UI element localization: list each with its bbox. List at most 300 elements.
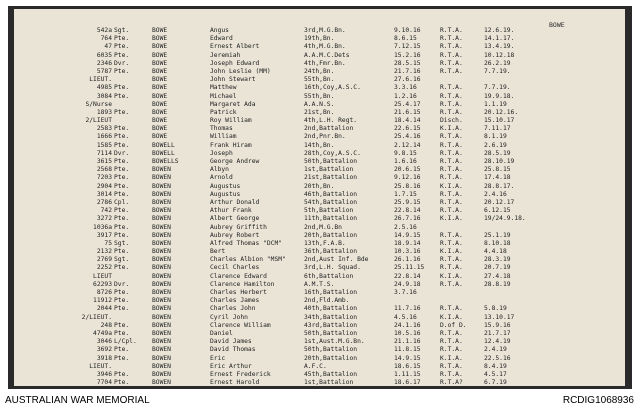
service-number-cell: LIEUT. <box>89 76 112 84</box>
service-number-cell: 4749a <box>93 329 112 337</box>
page-reference: BOWE <box>549 21 565 29</box>
enlistment-date-cell: 3.3.16 <box>394 84 417 92</box>
rank-cell: Pte. <box>114 158 130 165</box>
fate-cell: R.T.A. <box>440 264 463 272</box>
fate-cell: K.I.A. <box>440 182 463 190</box>
table-row <box>14 248 625 256</box>
enlistment-date-cell: 22.6.15 <box>394 125 421 133</box>
fate-cell: R.T.A. <box>440 92 463 100</box>
enlistment-date-cell: 8.6.15 <box>394 35 417 43</box>
unit-cell: 2nd,M.G.Bn <box>304 223 342 231</box>
enlistment-date-cell: 25.4.17 <box>394 100 421 108</box>
surname-cell: BOWEN <box>152 313 171 321</box>
service-number-cell: 3692 <box>96 346 112 354</box>
enlistment-date-cell: 20.6.15 <box>394 166 421 174</box>
unit-cell: 2nd,Battalion <box>304 125 354 133</box>
fate-cell: R.T.A. <box>440 190 463 198</box>
rank-cell: Pte. <box>114 264 130 272</box>
rank-cell: Pte. <box>114 297 130 305</box>
table-row <box>14 256 625 264</box>
enlistment-date-cell: 10.3.16 <box>394 248 421 256</box>
rank-cell: Pte. <box>114 207 130 215</box>
surname-cell: BOWEN <box>152 264 171 272</box>
rank-cell: Pte. <box>114 379 130 386</box>
table-row <box>14 297 625 305</box>
given-names-cell: Daniel <box>210 329 233 337</box>
fate-cell: R.T.A. <box>440 43 463 51</box>
fate-cell: R.T.A. <box>440 256 463 264</box>
fate-date-cell: 19/24.9.18. <box>484 215 526 223</box>
fate-cell: Disch. <box>440 117 463 125</box>
table-row <box>14 174 625 182</box>
unit-cell: 40th,Battalion <box>304 305 358 313</box>
service-number-cell: 3918 <box>96 354 112 362</box>
given-names-cell: Cyril John <box>210 313 248 321</box>
enlistment-date-cell: 21.1.16 <box>394 338 421 346</box>
fate-cell: R.T.A. <box>440 362 463 370</box>
table-row <box>14 35 625 43</box>
table-row <box>14 60 625 68</box>
rank-cell: Pte. <box>114 215 130 223</box>
fate-date-cell: 20.7.19 <box>484 264 511 272</box>
table-row <box>14 117 625 125</box>
rank-cell: Pte. <box>114 329 130 337</box>
rank-cell: Pte. <box>114 174 130 182</box>
enlistment-date-cell: 11.7.16 <box>394 305 421 313</box>
service-number-cell: 2769 <box>96 256 112 264</box>
table-row <box>14 281 625 289</box>
fate-date-cell: 8.4.19 <box>484 362 507 370</box>
surname-cell: BOWEN <box>152 198 171 206</box>
enlistment-date-cell: 25.11.15 <box>394 264 425 272</box>
surname-cell: BOWE <box>152 76 168 84</box>
table-row <box>14 133 625 141</box>
enlistment-date-cell: 1.7.15 <box>394 190 417 198</box>
unit-cell: 55th,Bn. <box>304 76 335 84</box>
enlistment-date-cell: 18.6.17 <box>394 379 421 386</box>
enlistment-date-cell: 9.10.16 <box>394 27 421 34</box>
given-names-cell: Eric Arthur <box>210 362 252 370</box>
unit-cell: 4th,Fmr.Bn. <box>304 59 346 67</box>
table-row <box>14 355 625 363</box>
table-row <box>14 207 625 215</box>
unit-cell: 54th,Battalion <box>304 198 358 206</box>
nominal-roll-list <box>14 27 625 386</box>
unit-cell: 19th,Bn. <box>304 35 335 43</box>
fate-cell: R.T.A. <box>440 67 463 75</box>
given-names-cell: Edward <box>210 35 233 43</box>
enlistment-date-cell: 2.12.14 <box>394 141 421 149</box>
unit-cell: 46th,Battalion <box>304 190 358 198</box>
table-row <box>14 52 625 60</box>
fate-cell: R.T.A. <box>440 305 463 313</box>
table-row <box>14 322 625 330</box>
given-names-cell: Arnold <box>210 174 233 182</box>
table-row <box>14 166 625 174</box>
table-row <box>14 338 625 346</box>
fate-date-cell: 6.12.15 <box>484 207 511 215</box>
fate-cell: R.T.A. <box>440 174 463 182</box>
unit-cell: 55th,Bn. <box>304 92 335 100</box>
enlistment-date-cell: 28.5.15 <box>394 59 421 67</box>
surname-cell: BOWE <box>152 43 168 51</box>
document-page <box>14 9 625 386</box>
given-names-cell: Athur Frank <box>210 207 252 215</box>
table-row <box>14 346 625 354</box>
fate-cell: R.T.A. <box>440 338 463 346</box>
unit-cell: 24th,Bn. <box>304 67 335 75</box>
unit-cell: 34th,Battalion <box>304 313 358 321</box>
enlistment-date-cell: 11.8.15 <box>394 346 421 354</box>
table-row <box>14 183 625 191</box>
unit-cell: 4th,L.H. Regt. <box>304 117 358 125</box>
service-number-cell: 3615 <box>96 158 112 165</box>
unit-cell: 50th,Battalion <box>304 329 358 337</box>
fate-cell: R.T.A. <box>440 149 463 157</box>
service-number-cell: 3946 <box>96 370 112 378</box>
enlistment-date-cell: 21.6.15 <box>394 108 421 116</box>
fate-date-cell: 12.4.19 <box>484 338 511 346</box>
service-number-cell: 1036a <box>93 223 112 231</box>
service-number-cell: 7114 <box>96 149 112 157</box>
given-names-cell: Eric <box>210 354 226 362</box>
service-number-cell: 2583 <box>96 125 112 133</box>
given-names-cell: Augustus <box>210 190 241 198</box>
surname-cell: BOWELLS <box>152 158 179 165</box>
fate-cell: R.T.A. <box>440 231 463 239</box>
service-number-cell: 6035 <box>96 51 112 59</box>
unit-cell: 50th,Battalion <box>304 158 358 165</box>
fate-cell: R.T.A. <box>440 207 463 215</box>
given-names-cell: Joseph Edward <box>210 59 260 67</box>
table-row <box>14 68 625 76</box>
given-names-cell: Charles Albion "MSM" <box>210 256 286 264</box>
service-number-cell: 5787 <box>96 67 112 75</box>
fate-cell: R.T.A. <box>440 35 463 43</box>
fate-cell: R.T.A. <box>440 346 463 354</box>
table-row <box>14 240 625 248</box>
surname-cell: BOWEN <box>152 207 171 215</box>
enlistment-date-cell: 14.9.15 <box>394 354 421 362</box>
table-row <box>14 224 625 232</box>
table-row <box>14 305 625 313</box>
unit-cell: 21st,Battalion <box>304 174 358 182</box>
fate-cell: R.T.A. <box>440 280 463 288</box>
service-number-cell: 2132 <box>96 248 112 256</box>
given-names-cell: Joseph <box>210 149 233 157</box>
rank-cell: Pte. <box>114 223 130 231</box>
fate-date-cell: 10.12.18 <box>484 51 515 59</box>
given-names-cell: Patrick <box>210 108 237 116</box>
enlistment-date-cell: 10.5.16 <box>394 329 421 337</box>
rank-cell: Pte. <box>114 289 130 296</box>
fate-date-cell: 21.7.17 <box>484 329 511 337</box>
fate-cell: R.T.A. <box>440 84 463 92</box>
fate-cell: K.I.A. <box>440 248 463 256</box>
unit-cell: 2nd,Fld.Amb. <box>304 297 350 305</box>
given-names-cell: Clarence Hamilton <box>210 280 275 288</box>
enlistment-date-cell: 21.7.16 <box>394 67 421 75</box>
fate-date-cell: 8.10.18 <box>484 239 511 247</box>
fate-cell: R.T.A. <box>440 158 463 165</box>
unit-cell: 13th,F.A.B. <box>304 239 346 247</box>
enlistment-date-cell: 18.9.14 <box>394 239 421 247</box>
fate-date-cell: 2.6.19 <box>484 141 507 149</box>
rank-cell: Pte. <box>114 67 130 75</box>
unit-cell: A.A.N.S. <box>304 100 335 108</box>
fate-date-cell: 13.4.19. <box>484 43 515 51</box>
table-row <box>14 150 625 158</box>
surname-cell: BOWE <box>152 117 168 125</box>
fate-date-cell: 28.8.19 <box>484 280 511 288</box>
rank-cell: Pte. <box>114 125 130 133</box>
unit-cell: 5th,Battalion <box>304 207 354 215</box>
rank-cell: Pte. <box>114 141 130 149</box>
rank-cell: L/Cpl. <box>114 338 137 346</box>
service-number-cell: 2568 <box>96 166 112 174</box>
service-number-cell: 542a <box>96 27 112 34</box>
surname-cell: BOWELL <box>152 149 175 157</box>
table-row <box>14 330 625 338</box>
unit-cell: 6th,Battalion <box>304 272 354 280</box>
surname-cell: BOWEN <box>152 354 171 362</box>
rank-cell: Pte. <box>114 133 130 141</box>
service-number-cell: 3046 <box>96 338 112 346</box>
given-names-cell: Charles James <box>210 297 260 305</box>
fate-cell: D.of D. <box>440 321 467 329</box>
footer-bar <box>0 392 640 410</box>
given-names-cell: Aubrey Robert <box>210 231 260 239</box>
fate-date-cell: 14.1.17. <box>484 35 515 43</box>
enlistment-date-cell: 24.1.16 <box>394 321 421 329</box>
enlistment-date-cell: 14.9.15 <box>394 231 421 239</box>
given-names-cell: David Thomas <box>210 346 256 354</box>
given-names-cell: Jeremiah <box>210 51 241 59</box>
fate-cell: R.T.A? <box>440 379 463 386</box>
rank-cell: Sgt. <box>114 256 130 264</box>
surname-cell: BOWEN <box>152 305 171 313</box>
rank-cell: Pte. <box>114 92 130 100</box>
given-names-cell: Aubrey Griffith <box>210 223 267 231</box>
service-number-cell: 1585 <box>96 141 112 149</box>
service-number-cell: 3917 <box>96 231 112 239</box>
enlistment-date-cell: 18.4.14 <box>394 117 421 125</box>
fate-date-cell: 13.10.17 <box>484 313 515 321</box>
given-names-cell: Frank Hiram <box>210 141 252 149</box>
enlistment-date-cell: 25.8.16 <box>394 182 421 190</box>
surname-cell: BOWE <box>152 100 168 108</box>
unit-cell: 1st,Battalion <box>304 379 354 386</box>
service-number-cell: 3084 <box>96 92 112 100</box>
enlistment-date-cell: 1.11.15 <box>394 370 421 378</box>
surname-cell: BOWEN <box>152 215 171 223</box>
unit-cell: 28th,Coy,A.S.C. <box>304 149 361 157</box>
unit-cell: 20th,Battalion <box>304 231 358 239</box>
rank-cell: Pte. <box>114 231 130 239</box>
fate-cell: K.I.A. <box>440 354 463 362</box>
given-names-cell: Margaret Ada <box>210 100 256 108</box>
service-number-cell: 1893 <box>96 108 112 116</box>
surname-cell: BOWE <box>152 27 168 34</box>
given-names-cell: Alfred Thomas "DCM" <box>210 239 283 247</box>
unit-cell: 20th,Bn. <box>304 182 335 190</box>
service-number-cell: 75 <box>104 239 112 247</box>
table-row <box>14 363 625 371</box>
enlistment-date-cell: 25.9.15 <box>394 198 421 206</box>
service-number-cell: 8726 <box>96 289 112 296</box>
service-number-cell: 11912 <box>93 297 112 305</box>
fate-date-cell: 6.7.19 <box>484 379 507 386</box>
service-number-cell: 2786 <box>96 198 112 206</box>
rank-cell: Pte. <box>114 35 130 43</box>
surname-cell: BOWEN <box>152 370 171 378</box>
surname-cell: BOWE <box>152 125 168 133</box>
unit-cell: 16th,Coy,A.S.C. <box>304 84 361 92</box>
surname-cell: BOWEN <box>152 329 171 337</box>
fate-date-cell: 5.8.19 <box>484 305 507 313</box>
fate-date-cell: 27.4.18 <box>484 272 511 280</box>
surname-cell: BOWEN <box>152 256 171 264</box>
surname-cell: BOWEN <box>152 166 171 174</box>
fate-cell: R.T.A. <box>440 133 463 141</box>
enlistment-date-cell: 26.1.16 <box>394 256 421 264</box>
surname-cell: BOWEN <box>152 338 171 346</box>
unit-cell: 20th,Battalion <box>304 354 358 362</box>
given-names-cell: Clarence Edward <box>210 272 267 280</box>
fate-date-cell: 17.4.18 <box>484 174 511 182</box>
service-number-cell: 2252 <box>96 264 112 272</box>
unit-cell: 21st,Bn. <box>304 108 335 116</box>
surname-cell: BOWE <box>152 108 168 116</box>
unit-cell: 50th,Battalion <box>304 346 358 354</box>
fate-date-cell: 19.9.18. <box>484 92 515 100</box>
fate-cell: R.T.A. <box>440 59 463 67</box>
rank-cell: Pte. <box>114 190 130 198</box>
surname-cell: BOWE <box>152 133 168 141</box>
surname-cell: BOWEN <box>152 289 171 296</box>
surname-cell: BOWEN <box>152 239 171 247</box>
surname-cell: BOWEN <box>152 272 171 280</box>
table-row <box>14 191 625 199</box>
given-names-cell: Michael <box>210 92 237 100</box>
surname-cell: BOWEN <box>152 248 171 256</box>
given-names-cell: Bert <box>210 248 226 256</box>
unit-cell: 2nd,Aust Inf. Bde <box>304 256 369 264</box>
surname-cell: BOWEN <box>152 190 171 198</box>
given-names-cell: Ernest Frederick <box>210 370 271 378</box>
fate-date-cell: 7.11.17 <box>484 125 511 133</box>
footer-institution: AUSTRALIAN WAR MEMORIAL <box>5 395 150 406</box>
rank-cell: Dvr. <box>114 59 130 67</box>
table-row <box>14 273 625 281</box>
surname-cell: BOWE <box>152 51 168 59</box>
rank-cell: Pte. <box>114 84 130 92</box>
surname-cell: BOWE <box>152 59 168 67</box>
fate-date-cell: 20.12.17 <box>484 198 515 206</box>
given-names-cell: Ernest Albert <box>210 43 260 51</box>
unit-cell: 45th,Battalion <box>304 370 358 378</box>
fate-date-cell: 15.10.17 <box>484 117 515 125</box>
surname-cell: BOWEN <box>152 379 171 386</box>
rank-cell: Pte. <box>114 346 130 354</box>
service-number-cell: LIEUT. <box>89 362 112 370</box>
fate-date-cell: 20.12.16. <box>484 108 519 116</box>
given-names-cell: Thomas <box>210 125 233 133</box>
unit-cell: 43rd,Battalion <box>304 321 358 329</box>
enlistment-date-cell: 15.2.16 <box>394 51 421 59</box>
service-number-cell: 2346 <box>96 59 112 67</box>
fate-cell: K.I.A. <box>440 272 463 280</box>
service-number-cell: 2/LIEUT <box>85 117 112 125</box>
enlistment-date-cell: 1.6.16 <box>394 158 417 165</box>
given-names-cell: Charles John <box>210 305 256 313</box>
given-names-cell: Arthur Donald <box>210 198 260 206</box>
surname-cell: BOWE <box>152 84 168 92</box>
enlistment-date-cell: 24.9.18 <box>394 280 421 288</box>
given-names-cell: Ernest Harold <box>210 379 260 386</box>
enlistment-date-cell: 1.2.16 <box>394 92 417 100</box>
enlistment-date-cell: 25.4.16 <box>394 133 421 141</box>
fate-date-cell: 28.3.19 <box>484 256 511 264</box>
fate-date-cell: 25.1.19 <box>484 231 511 239</box>
rank-cell: Sgt. <box>114 27 130 34</box>
surname-cell: BOWEN <box>152 321 171 329</box>
service-number-cell: 2/LIEUT. <box>81 313 112 321</box>
fate-date-cell: 15.9.16 <box>484 321 511 329</box>
surname-cell: BOWEN <box>152 280 171 288</box>
fate-cell: R.T.A. <box>440 141 463 149</box>
given-names-cell: Angus <box>210 27 229 34</box>
surname-cell: BOWE <box>152 92 168 100</box>
fate-cell: K.I.A. <box>440 215 463 223</box>
fate-date-cell: 4.4.18 <box>484 248 507 256</box>
given-names-cell: Clarence William <box>210 321 271 329</box>
table-row <box>14 158 625 166</box>
rank-cell: Pte. <box>114 166 130 174</box>
unit-cell: 2nd,Pnr.Bn. <box>304 133 346 141</box>
enlistment-date-cell: 9.12.16 <box>394 174 421 182</box>
unit-cell: 14th,Bn. <box>304 141 335 149</box>
surname-cell: BOWEN <box>152 223 171 231</box>
given-names-cell: Augustus <box>210 182 241 190</box>
service-number-cell: 62293 <box>93 280 112 288</box>
rank-cell: Pte. <box>114 182 130 190</box>
given-names-cell: Albert George <box>210 215 260 223</box>
rank-cell: Pte. <box>114 305 130 313</box>
given-names-cell: John Leslie (MM) <box>210 67 271 75</box>
table-row <box>14 43 625 51</box>
rank-cell: Pte. <box>114 51 130 59</box>
table-row <box>14 109 625 117</box>
service-number-cell: 47 <box>104 43 112 51</box>
surname-cell: BOWEN <box>152 231 171 239</box>
unit-cell: 3rd,L.H. Squad. <box>304 264 361 272</box>
rank-cell: Cpl. <box>114 198 130 206</box>
unit-cell: A.F.C. <box>304 362 327 370</box>
surname-cell: BOWELL <box>152 141 175 149</box>
given-names-cell: Matthew <box>210 84 237 92</box>
rank-cell: Pte. <box>114 321 130 329</box>
enlistment-date-cell: 26.7.16 <box>394 215 421 223</box>
surname-cell: BOWEN <box>152 182 171 190</box>
enlistment-date-cell: 18.6.15 <box>394 362 421 370</box>
unit-cell: 3rd,M.G.Bn. <box>304 27 346 34</box>
given-names-cell: Albyn <box>210 166 229 174</box>
surname-cell: BOWEN <box>152 297 171 305</box>
rank-cell: Sgt. <box>114 239 130 247</box>
rank-cell: Pte. <box>114 354 130 362</box>
unit-cell: 1st,Aust.M.G.Bn. <box>304 338 365 346</box>
